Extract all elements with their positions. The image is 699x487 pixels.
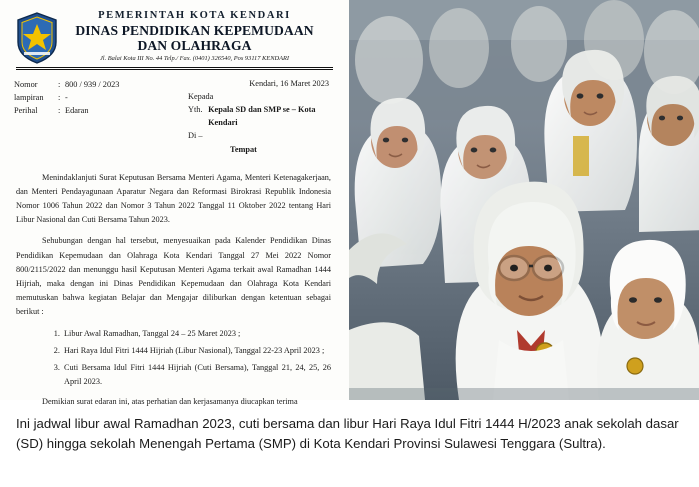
letter-closing: Demikian surat edaran ini, atas perhatian dan kerjasamanya diucapkan terima [42, 397, 298, 407]
place-and-date: Kendari, 16 Maret 2023 [249, 79, 329, 89]
letter-paragraph-2: Sehubungan dengan hal tersebut, menyesuaikan pada Kalender Pendidikan Dinas Pendidikan Kepemudaan dan Olahraga Kota Kendari Tanggal 27 Mei 2022 Nomor 800/2115/2022 dan menunggu hasil Keputusan Menteri Agama terkait awal Ramadhan 1444 Hijriah, maka dengan ini Dinas Pendidikan Kepemudaan dan Olahraga Kota Kendari memutuskan bahwa kegiatan Belajar dan Mengajar diliburkan dengan ketentuan sebagai berikut : [16, 236, 331, 317]
letterhead [14, 6, 335, 64]
letter-points-list [16, 327, 331, 390]
letter-paragraph-1: Menindaklanjuti Surat Keputusan Bersama Menteri Agama, Menteri Ketenagakerjaan, dan Menteri Pendayagunaan Aparatur Negara dan Reformasi Birokrasi Republik Indonesia Nomor 1006 Tahun 2022 dan Nomor 3 Tahun 2022 Tanggal 11 Oktober 2022 tentang Hari Libur Nasional dan Cuti Bersama Tahun 2023. [16, 172, 331, 225]
official-letter [0, 0, 349, 407]
lampiran-colon: : [58, 93, 61, 103]
meta-row-lampiran [14, 92, 186, 105]
letterhead-address: Jl. Balai Kota III No. 44 Telp./ Fax. (0401) 326540, Pos 93117 KENDARI [99, 55, 290, 63]
perihal-value: Edaran [65, 106, 89, 116]
students-photo [349, 0, 699, 400]
recipient-yth-value: Kepala SD dan SMP se – Kota Kendari [208, 105, 316, 128]
lampiran-value: - [65, 93, 68, 103]
letter-reference-block [14, 79, 186, 156]
caption-text: Ini jadwal libur awal Ramadhan 2023, cuti bersama dan libur Hari Raya Idul Fitri 1444 H/2023 anak sekolah dasar (SD) hingga sekolah Menengah Pertama (SMP) di Kota Kendari Provinsi Sulawesi Tenggara (Sultra). [0, 400, 699, 487]
nomor-colon: : [58, 80, 61, 90]
recipient-tempat: Tempat [230, 144, 257, 154]
lampiran-label: lampiran [14, 93, 44, 103]
recipient-kepada: Kepada [188, 92, 214, 102]
list-item: 2. Hari Raya Idul Fitri 1444 Hijriah (Libur Nasional), Tanggal 22-23 April 2023 ; [62, 344, 331, 358]
students-photo-illustration [349, 0, 699, 400]
meta-row-nomor [14, 79, 186, 92]
letter-body [14, 171, 335, 410]
meta-row-perihal [14, 105, 186, 118]
letter-meta [14, 79, 335, 156]
letterhead-text [64, 10, 335, 62]
perihal-colon: : [58, 106, 61, 116]
list-item: 1. Libur Awal Ramadhan, Tanggal 24 – 25 Maret 2023 ; [62, 327, 331, 341]
perihal-label: Perihal [14, 106, 38, 116]
kendari-city-crest-icon [16, 12, 58, 64]
nomor-value: 800 / 939 / 2023 [65, 80, 120, 90]
list-item: 3. Cuti Bersama Idul Fitri 1444 Hijriah (Cuti Bersama), Tanggal 21, 24, 25, 26 April 2023. [62, 361, 331, 389]
recipient-lines [188, 91, 335, 156]
nomor-label: Nomor [14, 80, 38, 90]
recipient-yth-label: Yth. [188, 105, 203, 115]
letterhead-divider [16, 67, 333, 68]
letterhead-divider-thin [16, 69, 333, 70]
letterhead-line2: DINAS PENDIDIKAN KEPEMUDAAN DAN OLAHRAGA [75, 22, 314, 53]
recipient-di: Di – [188, 130, 203, 140]
letter-recipient-block [186, 79, 335, 156]
letterhead-line1: PEMERINTAH KOTA KENDARI [98, 10, 291, 21]
